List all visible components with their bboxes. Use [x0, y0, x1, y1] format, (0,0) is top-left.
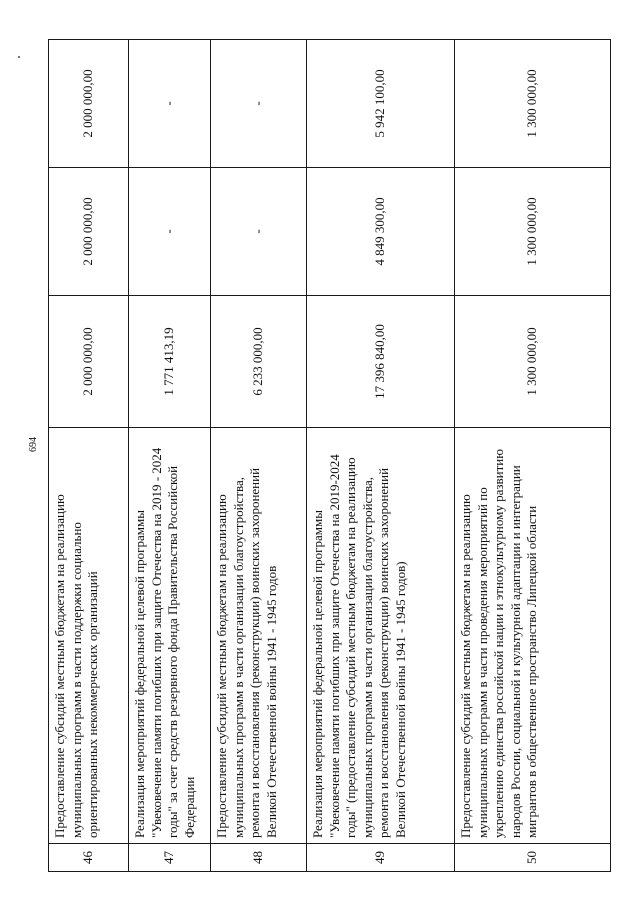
row-value-3: -: [211, 40, 307, 168]
row-description: Предоставление субсидий местным бюджетам на реализацию муниципальных программ в части организации благоустройства, ремонта и восстановления (реконструкции) воинских захоронений Великой Отечественной войны 1941 - 1945 годов: [211, 428, 307, 844]
row-description: Реализация мероприятий федеральной целевой программы "Увековечение памяти погибших при защите Отечества на 2019 - 2024 годы" за счет средств резервного фонда Правительства Российской Федерации: [129, 428, 211, 844]
row-value-1: 1 771 413,19: [129, 296, 211, 428]
table-row: [49, 40, 129, 872]
row-value-2: 2 000 000,00: [49, 168, 129, 296]
row-number: 50: [455, 844, 611, 872]
row-value-2: -: [211, 168, 307, 296]
row-description: Реализация мероприятий федеральной целевой программы "Увековечение памяти погибших при защите Отечества на 2019-2024 годы" (предоставление субсидий местным бюджетам на реализацию муниципальных программ в части организации благоустройства, ремонта и восстановления (реконструкции) воинских захоронений Великой Отечественной войны 1941 - 1945 годов): [307, 428, 455, 844]
row-number: 48: [211, 844, 307, 872]
row-description: Предоставление субсидий местным бюджетам на реализацию муниципальных программ в части поддержки социально ориентированных некоммерческих организаций: [49, 428, 129, 844]
row-value-3: -: [129, 40, 211, 168]
rotated-table-container: [48, 40, 610, 872]
table-row: [211, 40, 307, 872]
row-value-3: 5 942 100,00: [307, 40, 455, 168]
row-value-2: -: [129, 168, 211, 296]
row-value-3: 1 300 000,00: [455, 40, 611, 168]
page-number: 694: [28, 437, 39, 452]
table-row: [129, 40, 211, 872]
row-value-1: 2 000 000,00: [49, 296, 129, 428]
row-number: 46: [49, 844, 129, 872]
row-value-3: 2 000 000,00: [49, 40, 129, 168]
row-value-2: 4 849 300,00: [307, 168, 455, 296]
row-value-2: 1 300 000,00: [455, 168, 611, 296]
row-number: 47: [129, 844, 211, 872]
budget-table: [48, 39, 611, 872]
row-value-1: 1 300 000,00: [455, 296, 611, 428]
row-number: 49: [307, 844, 455, 872]
row-value-1: 17 396 840,00: [307, 296, 455, 428]
row-value-1: 6 233 000,00: [211, 296, 307, 428]
scan-speck: [18, 56, 20, 58]
row-description: Предоставление субсидий местным бюджетам на реализацию муниципальных программ в части проведения мероприятий по укреплению единства российской нации и этнокультурному развитию народов России, социальной и культурной адаптации и интеграции мигрантов в общественное пространство Липецкой области: [455, 428, 611, 844]
table-row: [455, 40, 611, 872]
table-row: [307, 40, 455, 872]
